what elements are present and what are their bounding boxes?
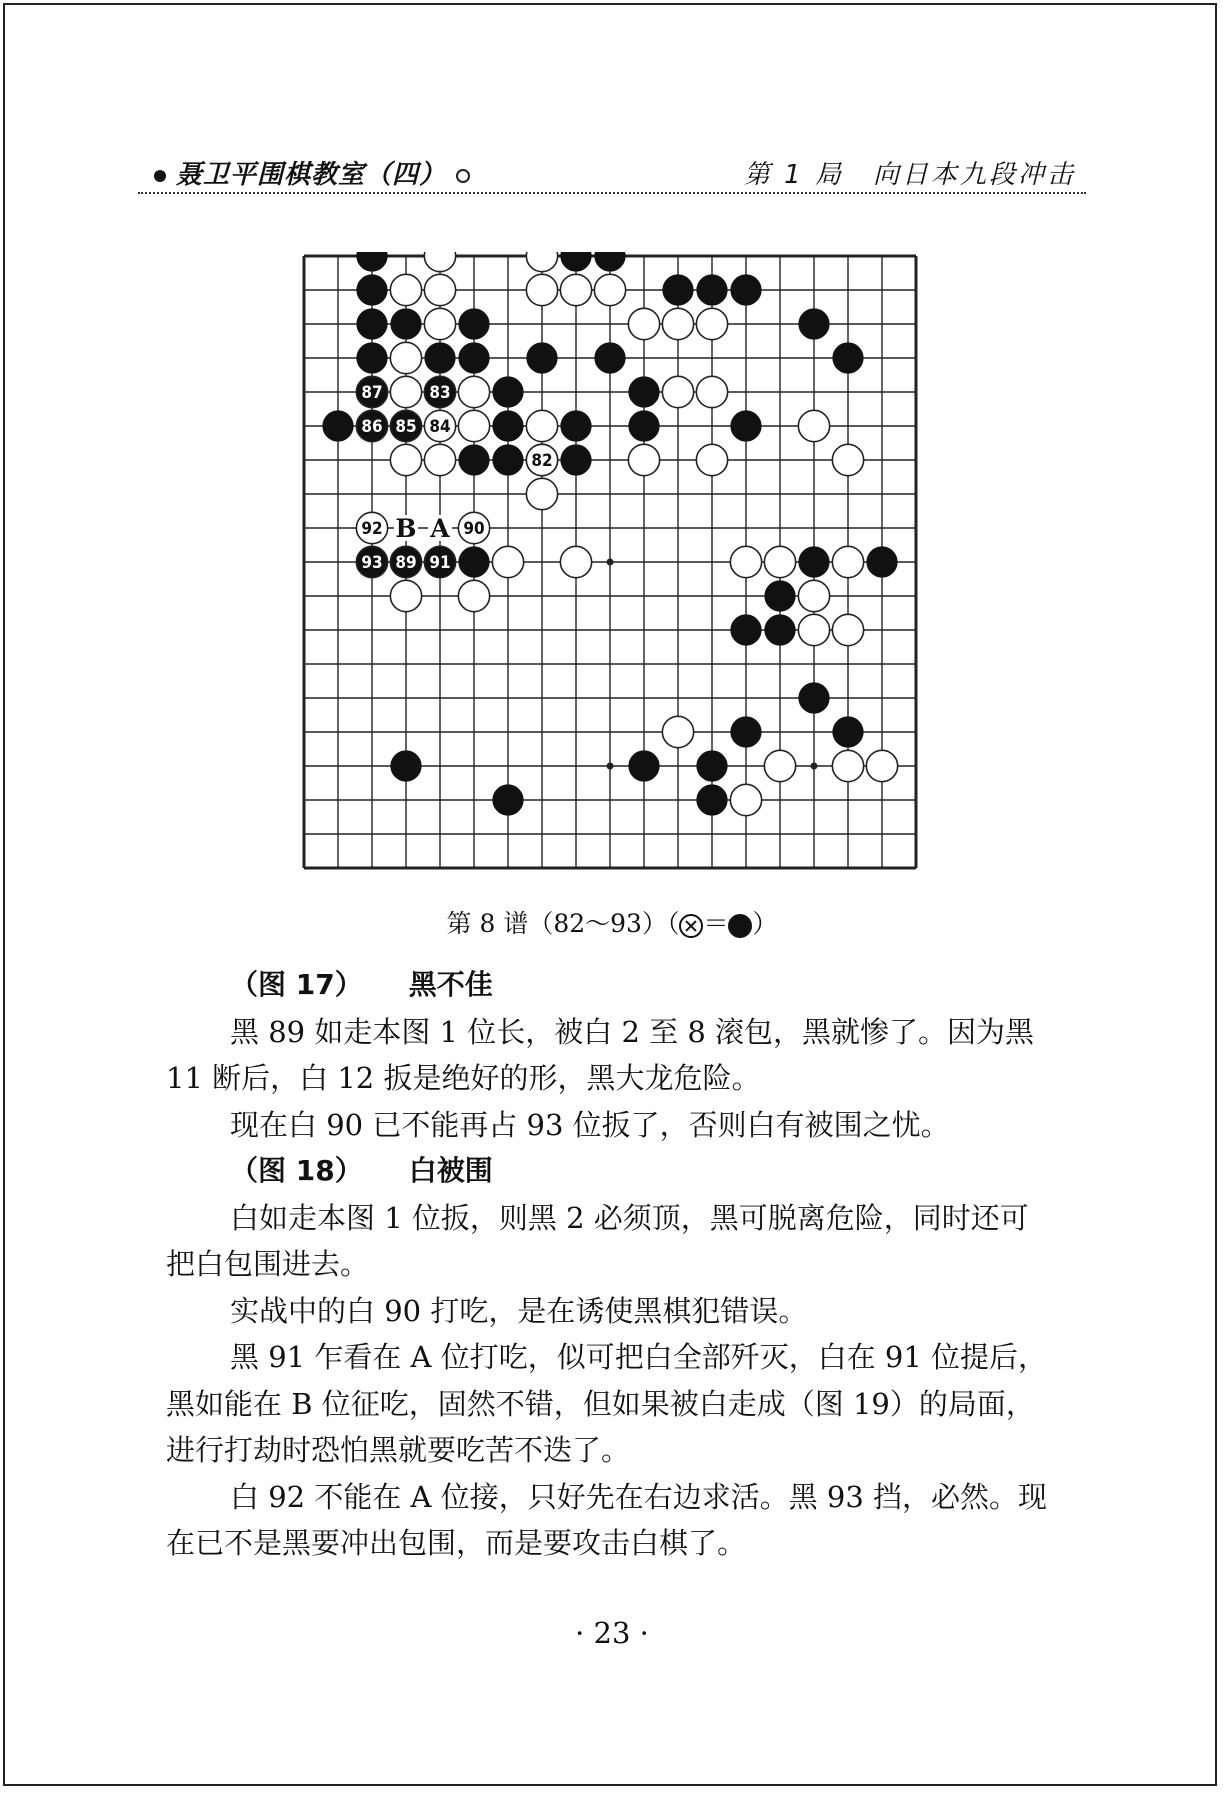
running-header (138, 148, 1086, 194)
page-number: · 23 · (575, 1616, 649, 1650)
heading-18-title: 白被围 (408, 1154, 493, 1187)
white-stone (492, 546, 523, 577)
white-stone (526, 410, 557, 441)
black-stone (458, 444, 489, 475)
star-point (811, 763, 818, 770)
black-stone (560, 252, 591, 272)
heading-17-number: （图 17） (230, 968, 363, 1001)
black-stone (356, 308, 387, 339)
white-stone (628, 444, 659, 475)
paragraph-2: 现在白 90 已不能再占 93 位扳了，否则白有被围之忧。 (230, 1107, 950, 1142)
white-stone (730, 546, 761, 577)
stone-move-number: 84 (429, 417, 451, 437)
stone-move-number: 89 (395, 553, 417, 573)
black-stone (628, 376, 659, 407)
white-stone (424, 252, 455, 272)
white-stone (560, 274, 591, 305)
white-stone (628, 308, 659, 339)
stone-move-number: 85 (395, 417, 417, 437)
black-stone (798, 308, 829, 339)
white-stone (866, 750, 897, 781)
black-stone (832, 716, 863, 747)
go-board-svg (300, 252, 920, 872)
white-stone (764, 750, 795, 781)
white-stone (798, 614, 829, 645)
header-left-text: 聂卫平围棋教室（四） (176, 160, 447, 190)
white-stone (662, 308, 693, 339)
white-stone (526, 274, 557, 305)
black-stone (628, 410, 659, 441)
black-stone (560, 410, 591, 441)
white-stone (458, 410, 489, 441)
black-stone (662, 274, 693, 305)
white-stone (390, 444, 421, 475)
white-stone (696, 376, 727, 407)
black-stone (730, 614, 761, 645)
black-stone (356, 252, 387, 272)
black-stone (390, 308, 421, 339)
black-stone (492, 410, 523, 441)
black-stone (696, 274, 727, 305)
white-stone (798, 410, 829, 441)
white-stone (832, 750, 863, 781)
black-stone (492, 784, 523, 815)
paragraph-3: 白如走本图 1 位扳，则黑 2 必须顶，黑可脱离危险，同时还可把白包围进去。 (166, 1200, 1029, 1281)
black-stone (526, 342, 557, 373)
black-stone (764, 580, 795, 611)
black-stone (594, 252, 625, 272)
heading-figure-17 (166, 962, 1056, 1009)
white-stone (560, 546, 591, 577)
white-stone (730, 784, 761, 815)
black-stone (492, 376, 523, 407)
stone-move-number: 87 (361, 383, 383, 403)
crossed-circle-icon (679, 914, 703, 938)
white-stone (424, 308, 455, 339)
paragraph-6: 白 92 不能在 A 位接，只好先在右边求活。黑 93 挡，必然。现在已不是黑要冲出包围，而是要攻击白棋了。 (166, 1479, 1048, 1560)
heading-figure-18 (166, 1148, 1056, 1195)
white-stone (798, 580, 829, 611)
caption-equals: ＝ (703, 909, 729, 938)
white-stone (764, 546, 795, 577)
header-book-title (154, 154, 470, 191)
white-stone (696, 308, 727, 339)
black-stone (730, 274, 761, 305)
paragraph-5: 黑 91 乍看在 A 位打吃，似可把白全部歼灭，白在 91 位提后，黑如能在 B 位征吃，固然不错，但如果被白走成（图 19）的局面，进行打劫时恐怕黑就要吃苦不迭了。 (166, 1340, 1048, 1467)
black-stone (628, 750, 659, 781)
caption-suffix: ） (752, 909, 778, 938)
ring-icon (456, 169, 470, 183)
star-point (607, 763, 614, 770)
stone-move-number: 91 (429, 553, 451, 573)
point-label: B (395, 514, 417, 543)
white-stone (832, 444, 863, 475)
black-stone (730, 716, 761, 747)
point-label: A (430, 514, 450, 543)
heading-17-title: 黑不佳 (408, 968, 493, 1001)
black-stone (832, 342, 863, 373)
black-stone (424, 342, 455, 373)
caption-prefix: 第 8 谱（82～93）（ (446, 909, 680, 938)
stone-move-number: 90 (463, 519, 485, 539)
black-stone (866, 546, 897, 577)
black-stone (458, 546, 489, 577)
black-stone (322, 410, 353, 441)
white-stone (832, 614, 863, 645)
stone-move-number: 83 (429, 383, 451, 403)
white-stone (390, 342, 421, 373)
black-stone (764, 614, 795, 645)
star-point (607, 559, 614, 566)
white-stone (594, 274, 625, 305)
stone-move-number: 92 (361, 519, 383, 539)
black-stone (730, 410, 761, 441)
black-stone (594, 342, 625, 373)
white-stone (424, 444, 455, 475)
black-stone (356, 274, 387, 305)
stone-move-number: 86 (361, 417, 383, 437)
black-stone (492, 444, 523, 475)
white-stone (662, 376, 693, 407)
white-stone (832, 546, 863, 577)
body-text (166, 962, 1056, 1567)
black-stone (356, 342, 387, 373)
figure-caption (0, 904, 1224, 940)
stone-move-number: 93 (361, 553, 383, 573)
white-stone (662, 716, 693, 747)
white-stone (696, 444, 727, 475)
white-stone (424, 274, 455, 305)
black-stone (798, 682, 829, 713)
header-chapter-title: 第 1 局 向日本九段冲击 (743, 160, 1076, 190)
bullet-icon (154, 170, 166, 182)
white-stone (458, 580, 489, 611)
black-stone (458, 342, 489, 373)
black-stone (696, 750, 727, 781)
go-board (300, 252, 920, 872)
white-stone (390, 376, 421, 407)
black-stone-icon (728, 914, 752, 938)
stone-move-number: 82 (531, 451, 553, 471)
white-stone (390, 274, 421, 305)
black-stone (390, 750, 421, 781)
black-stone (696, 784, 727, 815)
heading-18-number: （图 18） (230, 1154, 363, 1187)
white-stone (390, 580, 421, 611)
white-stone (526, 252, 557, 272)
white-stone (526, 478, 557, 509)
black-stone (798, 546, 829, 577)
black-stone (560, 444, 591, 475)
black-stone (458, 308, 489, 339)
paragraph-4: 实战中的白 90 打吃，是在诱使黑棋犯错误。 (230, 1293, 808, 1328)
white-stone (458, 376, 489, 407)
paragraph-1: 黑 89 如走本图 1 位长，被白 2 至 8 滚包，黑就惨了。因为黑 11 断后，白 12 扳是绝好的形，黑大龙危险。 (166, 1014, 1035, 1095)
